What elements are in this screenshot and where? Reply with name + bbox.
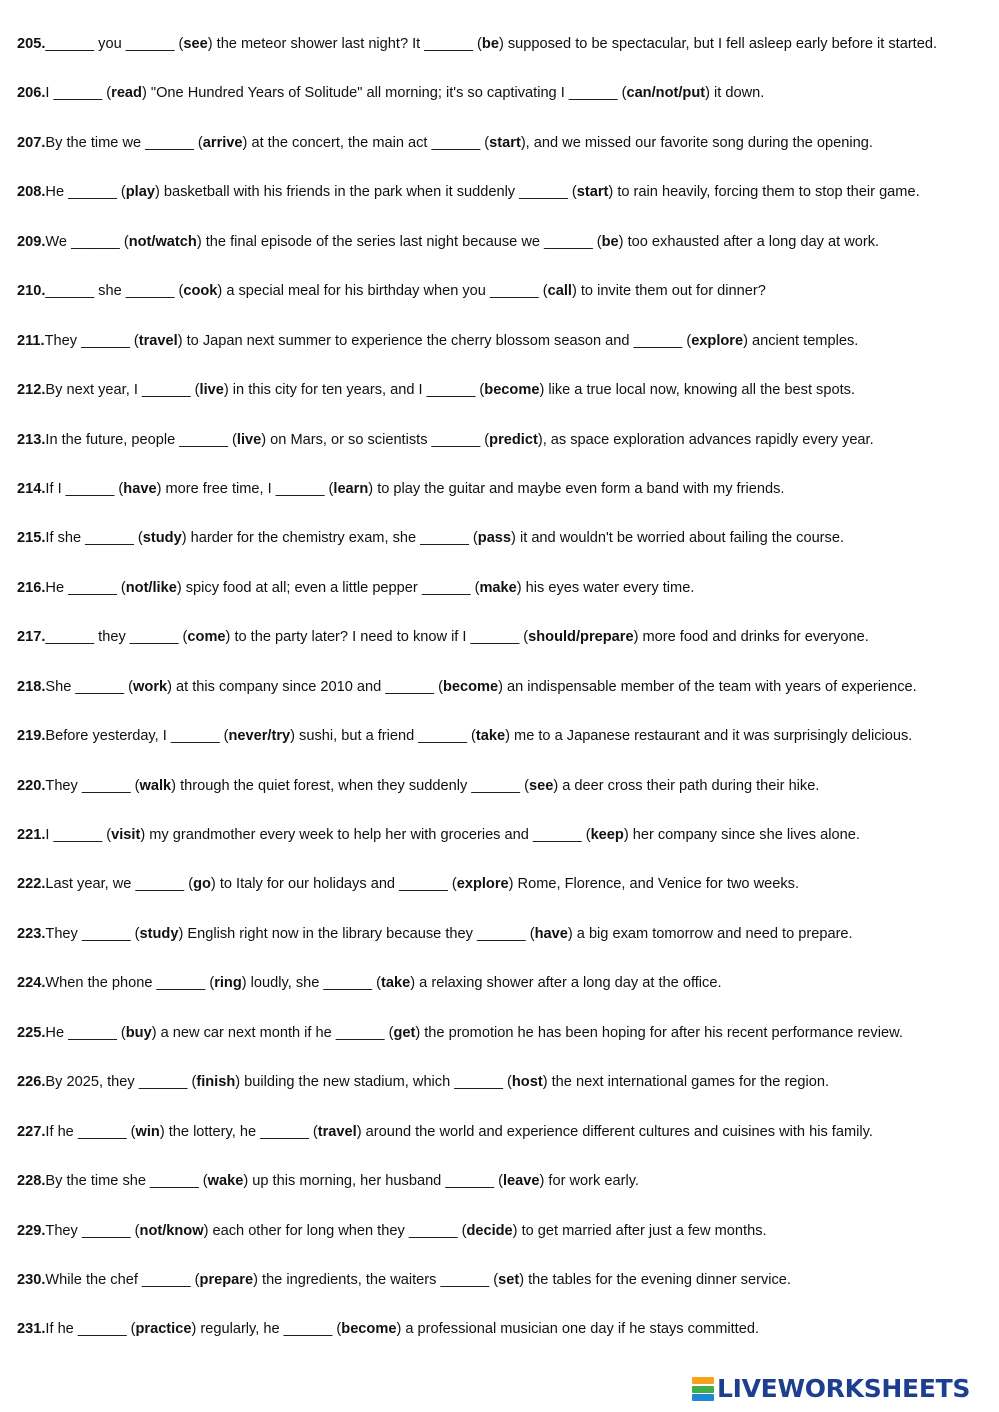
liveworksheets-logo-icon xyxy=(692,1377,714,1401)
sentence-text: ) Rome, Florence, and Venice for two weeks. xyxy=(508,876,800,893)
exercise-item xyxy=(17,331,992,380)
sentence-text: I ______ ( xyxy=(45,827,112,843)
sentence-text: ) at the concert, the main act ______ ( xyxy=(242,134,490,151)
verb-hint: become xyxy=(442,678,499,695)
brand-name: LIVEWORKSHEETS xyxy=(717,1374,971,1403)
exercise-item xyxy=(17,380,992,429)
sentence-text: They ______ ( xyxy=(45,777,140,794)
sentence-text: ) too exhausted after a long day at work. xyxy=(618,233,880,250)
verb-hint: ring xyxy=(214,975,242,992)
verb-hint: not/watch xyxy=(128,233,197,250)
verb-hint: become xyxy=(484,382,540,399)
verb-hint: start xyxy=(576,184,609,201)
verb-hint: host xyxy=(511,1074,543,1091)
sentence-text: He ______ ( xyxy=(45,184,126,201)
sentence-text: ) ancient temples. xyxy=(743,332,859,349)
exercise-number: 214. xyxy=(17,480,46,497)
sentence-text: ) spicy food at all; even a little pepper ______ ( xyxy=(176,579,480,596)
sentence-text: They ______ ( xyxy=(45,1222,140,1239)
sentence-text: ) loudly, she ______ ( xyxy=(241,975,382,992)
sentence-text: ) in this city for ten years, and I ______ ( xyxy=(223,382,485,399)
sentence-text: ) to Italy for our holidays and ______ ( xyxy=(210,876,457,893)
verb-hint: arrive xyxy=(202,134,243,151)
sentence-text: In the future, people ______ ( xyxy=(45,431,237,448)
verb-hint: study xyxy=(142,530,182,547)
sentence-text: ) a special meal for his birthday when you ______ ( xyxy=(217,283,548,300)
exercise-number: 206. xyxy=(17,85,46,102)
sentence-text: ) to get married after just a few months. xyxy=(512,1222,767,1239)
verb-hint: wake xyxy=(207,1173,244,1190)
exercise-number: 228. xyxy=(17,1173,46,1190)
sentence-text: ) harder for the chemistry exam, she ______ ( xyxy=(181,530,478,547)
verb-hint: set xyxy=(498,1271,520,1288)
exercise-number: 230. xyxy=(17,1271,46,1288)
sentence-text: ) his eyes water every time. xyxy=(516,579,695,596)
exercise-number: 212. xyxy=(17,382,46,399)
exercise-item xyxy=(17,83,992,132)
sentence-text: He ______ ( xyxy=(45,1024,126,1041)
sentence-text: ) like a true local now, knowing all the best spots. xyxy=(539,382,855,399)
exercise-number: 220. xyxy=(17,777,46,794)
verb-hint: pass xyxy=(477,530,512,547)
verb-hint: call xyxy=(547,283,572,300)
sentence-text: ), as space exploration advances rapidly every year. xyxy=(537,431,874,448)
sentence-text: I ______ ( xyxy=(45,85,112,102)
exercise-number: 221. xyxy=(17,827,46,843)
sentence-text: ) the tables for the evening dinner service. xyxy=(519,1271,791,1288)
sentence-text: He ______ ( xyxy=(45,579,126,596)
exercise-number: 211. xyxy=(17,332,45,349)
verb-hint: explore xyxy=(691,332,744,349)
verb-hint: be xyxy=(601,233,619,250)
verb-hint: win xyxy=(135,1123,160,1140)
sentence-text: ) a big exam tomorrow and need to prepare. xyxy=(567,925,853,942)
sentence-text: ) at this company since 2010 and ______ ( xyxy=(167,678,443,695)
sentence-text: Before yesterday, I ______ ( xyxy=(45,728,229,745)
verb-hint: not/like xyxy=(125,579,177,596)
sentence-text: She ______ ( xyxy=(45,678,134,695)
sentence-text: If she ______ ( xyxy=(45,530,143,547)
sentence-text: Last year, we ______ ( xyxy=(45,876,194,893)
verb-hint: play xyxy=(125,184,155,201)
sentence-text: ) regularly, he ______ ( xyxy=(191,1321,342,1338)
sentence-text: By next year, I ______ ( xyxy=(45,382,200,399)
verb-hint: travel xyxy=(317,1123,357,1140)
exercise-number: 210. xyxy=(17,283,46,300)
sentence-text: While the chef ______ ( xyxy=(45,1271,200,1288)
sentence-text: ) the promotion he has been hoping for after his recent performance review. xyxy=(415,1024,903,1041)
sentence-text: ) to invite them out for dinner? xyxy=(571,283,766,300)
exercise-number: 227. xyxy=(17,1123,46,1140)
verb-hint: start xyxy=(489,134,521,151)
verb-hint: live xyxy=(199,382,224,399)
verb-hint: practice xyxy=(135,1321,192,1338)
sentence-text: If he ______ ( xyxy=(45,1123,136,1140)
sentence-text: ) to the party later? I need to know if I ______ ( xyxy=(225,629,529,646)
sentence-text: ) more food and drinks for everyone. xyxy=(633,629,869,646)
exercise-number: 226. xyxy=(17,1074,46,1091)
exercise-number: 222. xyxy=(17,876,46,893)
verb-hint: walk xyxy=(139,777,172,794)
sentence-text: ) a relaxing shower after a long day at the office. xyxy=(410,975,722,992)
verb-hint: work xyxy=(133,678,168,695)
verb-hint: leave xyxy=(502,1173,540,1190)
verb-hint: should/prepare xyxy=(528,629,634,646)
sentence-text: ) more free time, I ______ ( xyxy=(156,480,334,497)
exercise-item xyxy=(17,182,992,231)
sentence-text: By 2025, they ______ ( xyxy=(45,1074,197,1091)
sentence-text: ) up this morning, her husband ______ ( xyxy=(243,1173,503,1190)
exercise-item xyxy=(17,1221,992,1270)
sentence-text: ) "One Hundred Years of Solitude" all morning; it's so captivating I ______ ( xyxy=(141,85,627,102)
verb-hint: cook xyxy=(183,283,218,300)
sentence-text: They ______ ( xyxy=(45,925,140,942)
sentence-text: ) to play the guitar and maybe even form a band with my friends. xyxy=(368,480,785,497)
sentence-text: ) a professional musician one day if he stays committed. xyxy=(396,1321,760,1338)
exercise-number: 218. xyxy=(17,678,46,695)
exercise-number: 231. xyxy=(17,1321,46,1338)
exercise-number: 224. xyxy=(17,975,46,992)
sentence-text: ) the ingredients, the waiters ______ ( xyxy=(253,1271,499,1288)
exercise-item xyxy=(17,133,992,182)
sentence-text: ) building the new stadium, which ______ ( xyxy=(235,1074,512,1091)
exercise-item xyxy=(17,726,992,775)
exercise-item xyxy=(17,825,992,874)
exercise-item xyxy=(17,924,992,973)
verb-hint: get xyxy=(393,1024,416,1041)
exercise-number: 209. xyxy=(17,233,46,250)
exercise-number: 219. xyxy=(17,728,46,745)
exercise-item xyxy=(17,627,992,676)
verb-hint: prepare xyxy=(199,1271,254,1288)
verb-hint: buy xyxy=(125,1024,152,1041)
sentence-text: ______ they ______ ( xyxy=(45,629,188,646)
verb-hint: live xyxy=(236,431,262,448)
sentence-text: ) supposed to be spectacular, but I fell asleep early before it started. xyxy=(498,36,938,52)
sentence-text: When the phone ______ ( xyxy=(45,975,215,992)
sentence-text: If I ______ ( xyxy=(45,480,124,497)
verb-hint: visit xyxy=(111,827,141,843)
verb-hint: keep xyxy=(590,827,624,843)
verb-hint: learn xyxy=(333,480,369,497)
sentence-text: ), and we missed our favorite song during the opening. xyxy=(520,134,873,151)
verb-hint: predict xyxy=(489,431,538,448)
sentence-text: ______ she ______ ( xyxy=(45,283,184,300)
logo-bar-orange xyxy=(692,1377,714,1384)
exercise-number: 208. xyxy=(17,184,46,201)
sentence-text: ) sushi, but a friend ______ ( xyxy=(290,728,476,745)
logo-bar-blue xyxy=(692,1394,714,1401)
sentence-text: ) me to a Japanese restaurant and it was surprisingly delicious. xyxy=(505,728,913,745)
verb-hint: can/not/put xyxy=(626,85,706,102)
verb-hint: finish xyxy=(196,1074,236,1091)
sentence-text: If he ______ ( xyxy=(45,1321,136,1338)
sentence-text: By the time we ______ ( xyxy=(45,134,203,151)
exercise-item xyxy=(17,1023,992,1072)
worksheet-exercise-list xyxy=(17,34,992,1369)
exercise-number: 229. xyxy=(17,1222,46,1239)
verb-hint: have xyxy=(123,480,157,497)
exercise-item xyxy=(17,1122,992,1171)
exercise-item xyxy=(17,479,992,528)
sentence-text: They ______ ( xyxy=(44,332,139,349)
verb-hint: see xyxy=(528,777,554,794)
verb-hint: take xyxy=(381,975,411,992)
sentence-text: ) for work early. xyxy=(539,1173,639,1190)
sentence-text: ) each other for long when they ______ ( xyxy=(203,1222,467,1239)
exercise-number: 213. xyxy=(17,431,46,448)
verb-hint: not/know xyxy=(139,1222,204,1239)
sentence-text: ) an indispensable member of the team with years of experience. xyxy=(498,678,917,695)
exercise-item xyxy=(17,874,992,923)
exercise-number: 216. xyxy=(17,579,46,596)
verb-hint: travel xyxy=(138,332,178,349)
exercise-item xyxy=(17,776,992,825)
exercise-item xyxy=(17,1171,992,1220)
verb-hint: go xyxy=(193,876,211,893)
sentence-text: ) her company since she lives alone. xyxy=(623,827,860,843)
exercise-item xyxy=(17,34,992,83)
exercise-item xyxy=(17,1270,992,1319)
sentence-text: ) to Japan next summer to experience the cherry blossom season and ______ ( xyxy=(177,332,692,349)
exercise-item xyxy=(17,232,992,281)
sentence-text: ) English right now in the library because they ______ ( xyxy=(178,925,535,942)
sentence-text: ) basketball with his friends in the park when it suddenly ______ ( xyxy=(154,184,577,201)
verb-hint: see xyxy=(183,36,208,52)
sentence-text: ) to rain heavily, forcing them to stop their game. xyxy=(608,184,920,201)
sentence-text: ) it and wouldn't be worried about failing the course. xyxy=(511,530,845,547)
verb-hint: read xyxy=(111,85,142,102)
verb-hint: never/try xyxy=(228,728,291,745)
sentence-text: ) through the quiet forest, when they suddenly ______ ( xyxy=(171,777,529,794)
sentence-text: ) the meteor shower last night? It ______ ( xyxy=(207,36,482,52)
exercise-item xyxy=(17,281,992,330)
exercise-item xyxy=(17,1319,992,1368)
exercise-number: 225. xyxy=(17,1024,46,1041)
sentence-text: ) on Mars, or so scientists ______ ( xyxy=(261,431,490,448)
sentence-text: ) it down. xyxy=(705,85,765,102)
sentence-text: ) the lottery, he ______ ( xyxy=(159,1123,318,1140)
sentence-text: ) my grandmother every week to help her with groceries and ______ ( xyxy=(140,827,591,843)
exercise-number: 207. xyxy=(17,134,46,151)
verb-hint: come xyxy=(187,629,226,646)
verb-hint: make xyxy=(479,579,517,596)
exercise-item xyxy=(17,973,992,1022)
verb-hint: take xyxy=(475,728,506,745)
liveworksheets-brand xyxy=(692,1374,970,1404)
exercise-item xyxy=(17,528,992,577)
sentence-text: We ______ ( xyxy=(45,233,129,250)
verb-hint: decide xyxy=(466,1222,513,1239)
logo-bar-green xyxy=(692,1386,714,1393)
sentence-text: ) the final episode of the series last night because we ______ ( xyxy=(196,233,602,250)
exercise-item xyxy=(17,430,992,479)
verb-hint: have xyxy=(534,925,568,942)
verb-hint: explore xyxy=(456,876,509,893)
verb-hint: study xyxy=(139,925,179,942)
exercise-item xyxy=(17,578,992,627)
sentence-text: ______ you ______ ( xyxy=(45,36,184,52)
exercise-number: 217. xyxy=(17,629,46,646)
exercise-number: 223. xyxy=(17,925,46,942)
exercise-number: 215. xyxy=(17,530,46,547)
verb-hint: become xyxy=(341,1321,397,1338)
sentence-text: ) the next international games for the region. xyxy=(542,1074,830,1091)
sentence-text: By the time she ______ ( xyxy=(45,1173,208,1190)
verb-hint: be xyxy=(481,36,499,52)
sentence-text: ) a new car next month if he ______ ( xyxy=(151,1024,394,1041)
sentence-text: ) a deer cross their path during their hike. xyxy=(553,777,820,794)
exercise-item xyxy=(17,1072,992,1121)
sentence-text: ) around the world and experience different cultures and cuisines with his family. xyxy=(356,1123,873,1140)
exercise-number: 205. xyxy=(17,36,46,52)
exercise-item xyxy=(17,677,992,726)
